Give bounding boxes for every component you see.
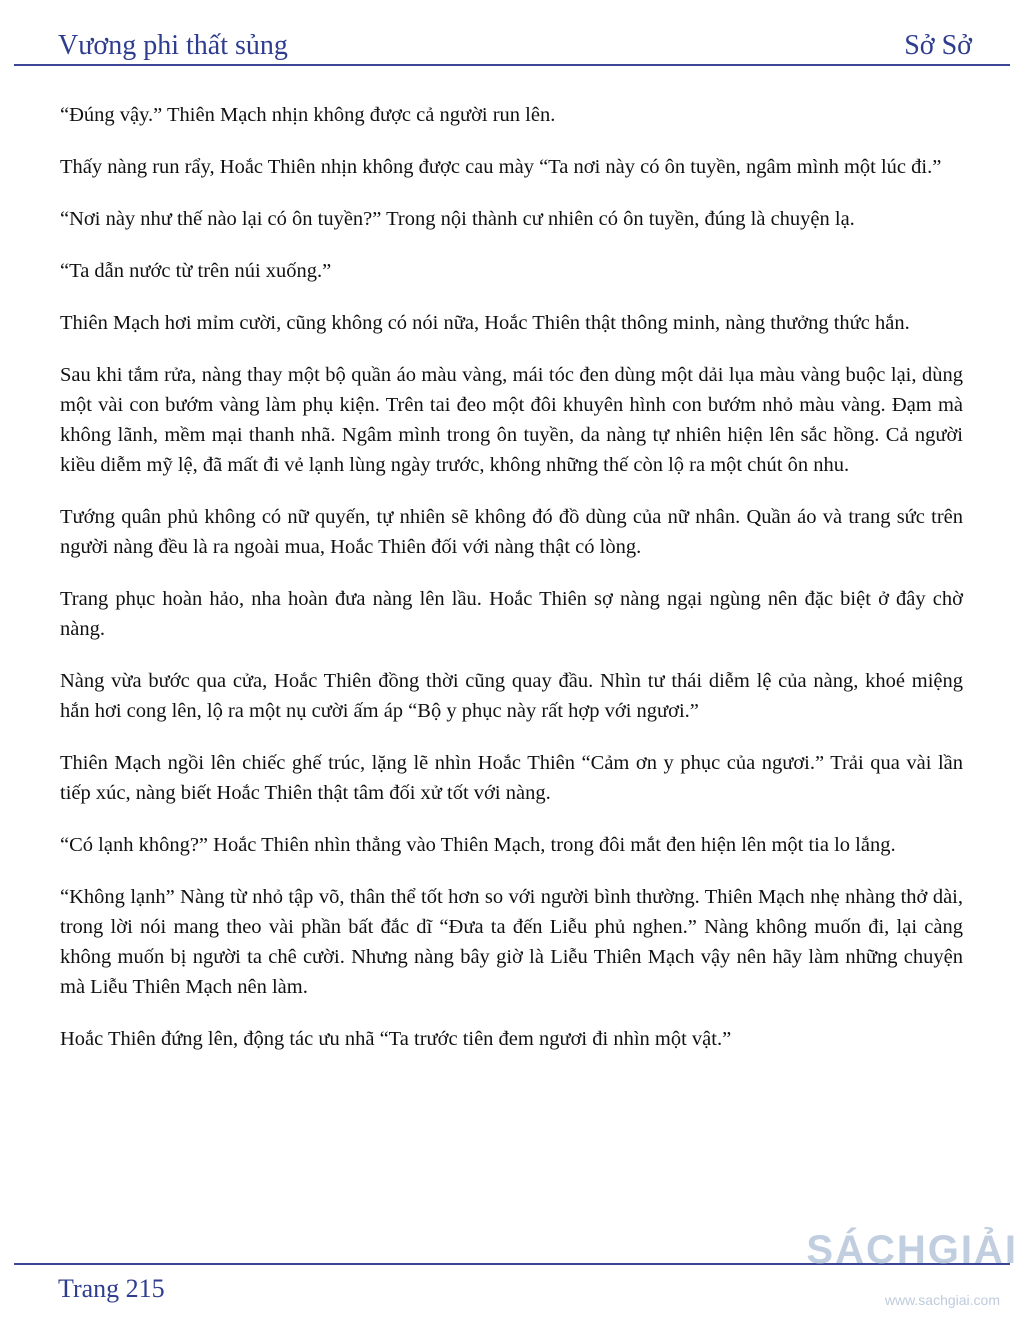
paragraph: Trang phục hoàn hảo, nha hoàn đưa nàng lên lầu. Hoắc Thiên sợ nàng ngại ngùng nên đặc biệt ở đây chờ nàng. (60, 588, 963, 640)
paragraph: Nàng vừa bước qua cửa, Hoắc Thiên đồng thời cũng quay đầu. Nhìn tư thái diễm lệ của nàng, khoé miệng hắn hơi cong lên, lộ ra một nụ cười ấm áp “Bộ y phục này rất hợp với ngươi.” (60, 670, 963, 722)
paragraph: “Đúng vậy.” Thiên Mạch nhịn không được cả người run lên. (60, 104, 556, 126)
paragraph: Hoắc Thiên đứng lên, động tác ưu nhã “Ta trước tiên đem ngươi đi nhìn một vật.” (60, 1028, 732, 1050)
paragraph: Thiên Mạch hơi mỉm cười, cũng không có nói nữa, Hoắc Thiên thật thông minh, nàng thưởng thức hắn. (60, 312, 910, 334)
author-name: Sở Sở (904, 30, 972, 61)
paragraph: “Ta dẫn nước từ trên núi xuống.” (60, 260, 332, 282)
watermark-url: www.sachgiai.com (884, 1292, 1000, 1308)
page-body (60, 100, 963, 1076)
watermark-logo: SÁCHGIẢI (806, 1228, 1018, 1272)
paragraph: Thấy nàng run rẩy, Hoắc Thiên nhịn không được cau mày “Ta nơi này có ôn tuyền, ngâm mình một lúc đi.” (60, 156, 942, 178)
page-header (58, 24, 972, 62)
paragraph: “Không lạnh” Nàng từ nhỏ tập võ, thân thể tốt hơn so với người bình thường. Thiên Mạch nhẹ nhàng thở dài, trong lời nói mang theo vài phần bất đắc dĩ “Đưa ta đến Liễu phủ nghen.” Nàng không muốn đi, lại càng không muốn bị người ta chê cười. Nhưng nàng bây giờ là Liễu Thiên Mạch vậy nên hãy làm những chuyện mà Liễu Thiên Mạch nên làm. (60, 886, 963, 998)
paragraph: “Có lạnh không?” Hoắc Thiên nhìn thẳng vào Thiên Mạch, trong đôi mắt đen hiện lên một tia lo lắng. (60, 834, 896, 856)
paragraph: Sau khi tắm rửa, nàng thay một bộ quần áo màu vàng, mái tóc đen dùng một dải lụa màu vàng buộc lại, dùng một vài con bướm vàng làm phụ kiện. Trên tai đeo một đôi khuyên hình con bướm nhỏ màu vàng. Đạm mà không lãnh, mềm mại thanh nhã. Ngâm mình trong ôn tuyền, da nàng tự nhiên hiện lên sắc hồng. Cả người kiều diễm mỹ lệ, đã mất đi vẻ lạnh lùng ngày trước, không những thế còn lộ ra một chút ôn nhu. (60, 364, 963, 476)
paragraph: Thiên Mạch ngồi lên chiếc ghế trúc, lặng lẽ nhìn Hoắc Thiên “Cảm ơn y phục của ngươi.” Trải qua vài lần tiếp xúc, nàng biết Hoắc Thiên thật tâm đối xử tốt với nàng. (60, 752, 963, 804)
watermark (806, 1228, 1018, 1318)
page-number: Trang 215 (58, 1274, 165, 1303)
paragraph: “Nơi này như thế nào lại có ôn tuyền?” Trong nội thành cư nhiên có ôn tuyền, đúng là chuyện lạ. (60, 208, 855, 230)
header-divider (14, 64, 1010, 66)
paragraph: Tướng quân phủ không có nữ quyến, tự nhiên sẽ không đó đồ dùng của nữ nhân. Quần áo và trang sức trên người nàng đều là ra ngoài mua, Hoắc Thiên đối với nàng thật có lòng. (60, 506, 963, 558)
book-title: Vương phi thất sủng (58, 30, 288, 61)
